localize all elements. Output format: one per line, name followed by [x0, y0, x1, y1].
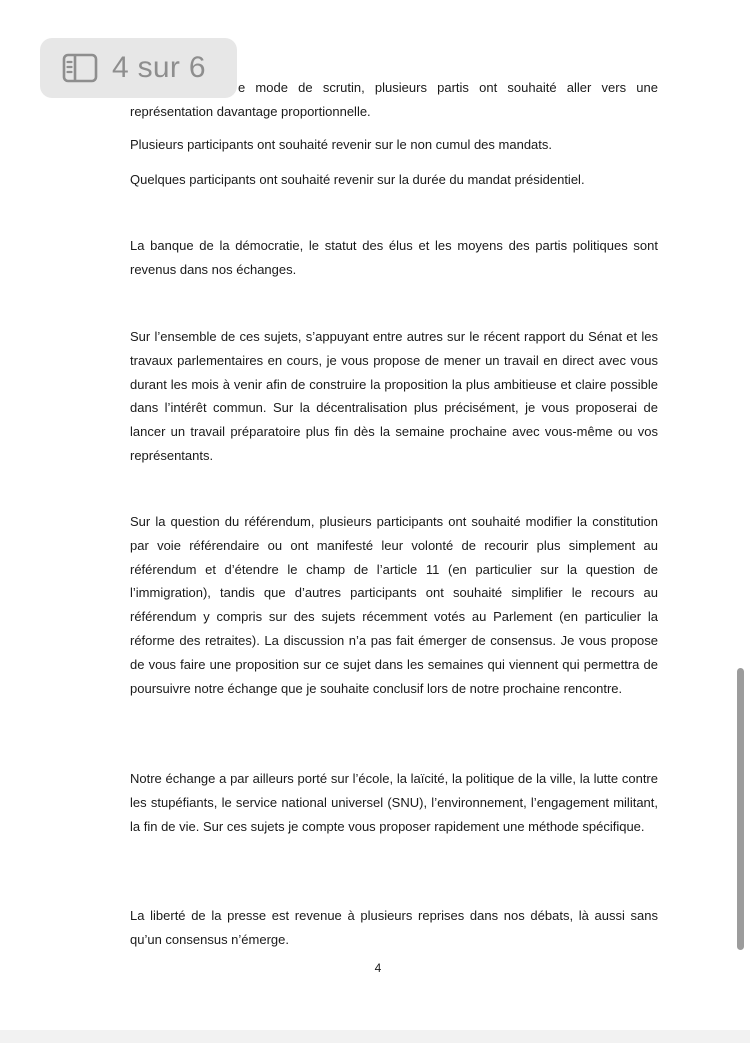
sidebar-icon[interactable]: [62, 53, 98, 83]
paragraph-liberte-presse: La liberté de la presse est revenue à plusieurs reprises dans nos débats, là aussi sans qu’un consensus n’émerge.: [130, 908, 658, 947]
paragraph-mandat-presidentiel: Quelques participants ont souhaité revenir sur la durée du mandat présidentiel.: [130, 172, 585, 187]
paragraph-ecole-laicite: Notre échange a par ailleurs porté sur l’école, la laïcité, la politique de la ville, la lutte contre les stupéfiants, le service national universel (SNU), l’environnement, l’engagement militant, la fin de vie. Sur ces sujets je compte vous proposer rapidement une méthode spécifique.: [130, 771, 658, 834]
paragraph-scrutin: e mode de scrutin, plusieurs partis ont souhaité aller vers une représentation davantage proportionnelle.: [130, 80, 658, 119]
page-number: 4: [374, 961, 382, 975]
paragraph-ensemble-sujets: Sur l’ensemble de ces sujets, s’appuyant entre autres sur le récent rapport du Sénat et les travaux parlementaires en cours, je vous propose de mener un travail en direct avec vous durant les mois à venir afin de construire la proposition la plus ambitieuse et claire possible dans l’intérêt commun. Sur la décentralisation plus précisément, je vous proposerai de lancer un travail préparatoire plus fin dès la semaine prochaine avec vous-même ou vos représentants.: [130, 329, 658, 463]
page-indicator-label: 4 sur 6: [112, 51, 206, 84]
page-indicator-button[interactable]: [40, 38, 237, 98]
vertical-scrollbar[interactable]: [737, 668, 744, 950]
page-bottom-edge: [0, 1030, 750, 1043]
paragraph-cumul-mandats: Plusieurs participants ont souhaité revenir sur le non cumul des mandats.: [130, 137, 552, 152]
paragraph-referendum: Sur la question du référendum, plusieurs participants ont souhaité modifier la constitution par voie référendaire ou ont manifesté leur volonté de recourir plus simplement au référendum et d’étendre le champ de l’article 11 (en particulier sur la question de l’immigration), tandis que d’autres participants ont souhaité simplifier le recours au référendum y compris sur des sujets récemment votés au Parlement (en particulier la réforme des retraites). La discussion n’a pas fait émerger de consensus. Je vous propose de vous faire une proposition sur ce sujet dans les semaines qui viennent qui permettra de poursuivre notre échange que je souhaite conclusif lors de notre prochaine rencontre.: [130, 514, 658, 696]
paragraph-banque-democratie: La banque de la démocratie, le statut des élus et les moyens des partis politiques sont revenus dans nos échanges.: [130, 238, 658, 277]
